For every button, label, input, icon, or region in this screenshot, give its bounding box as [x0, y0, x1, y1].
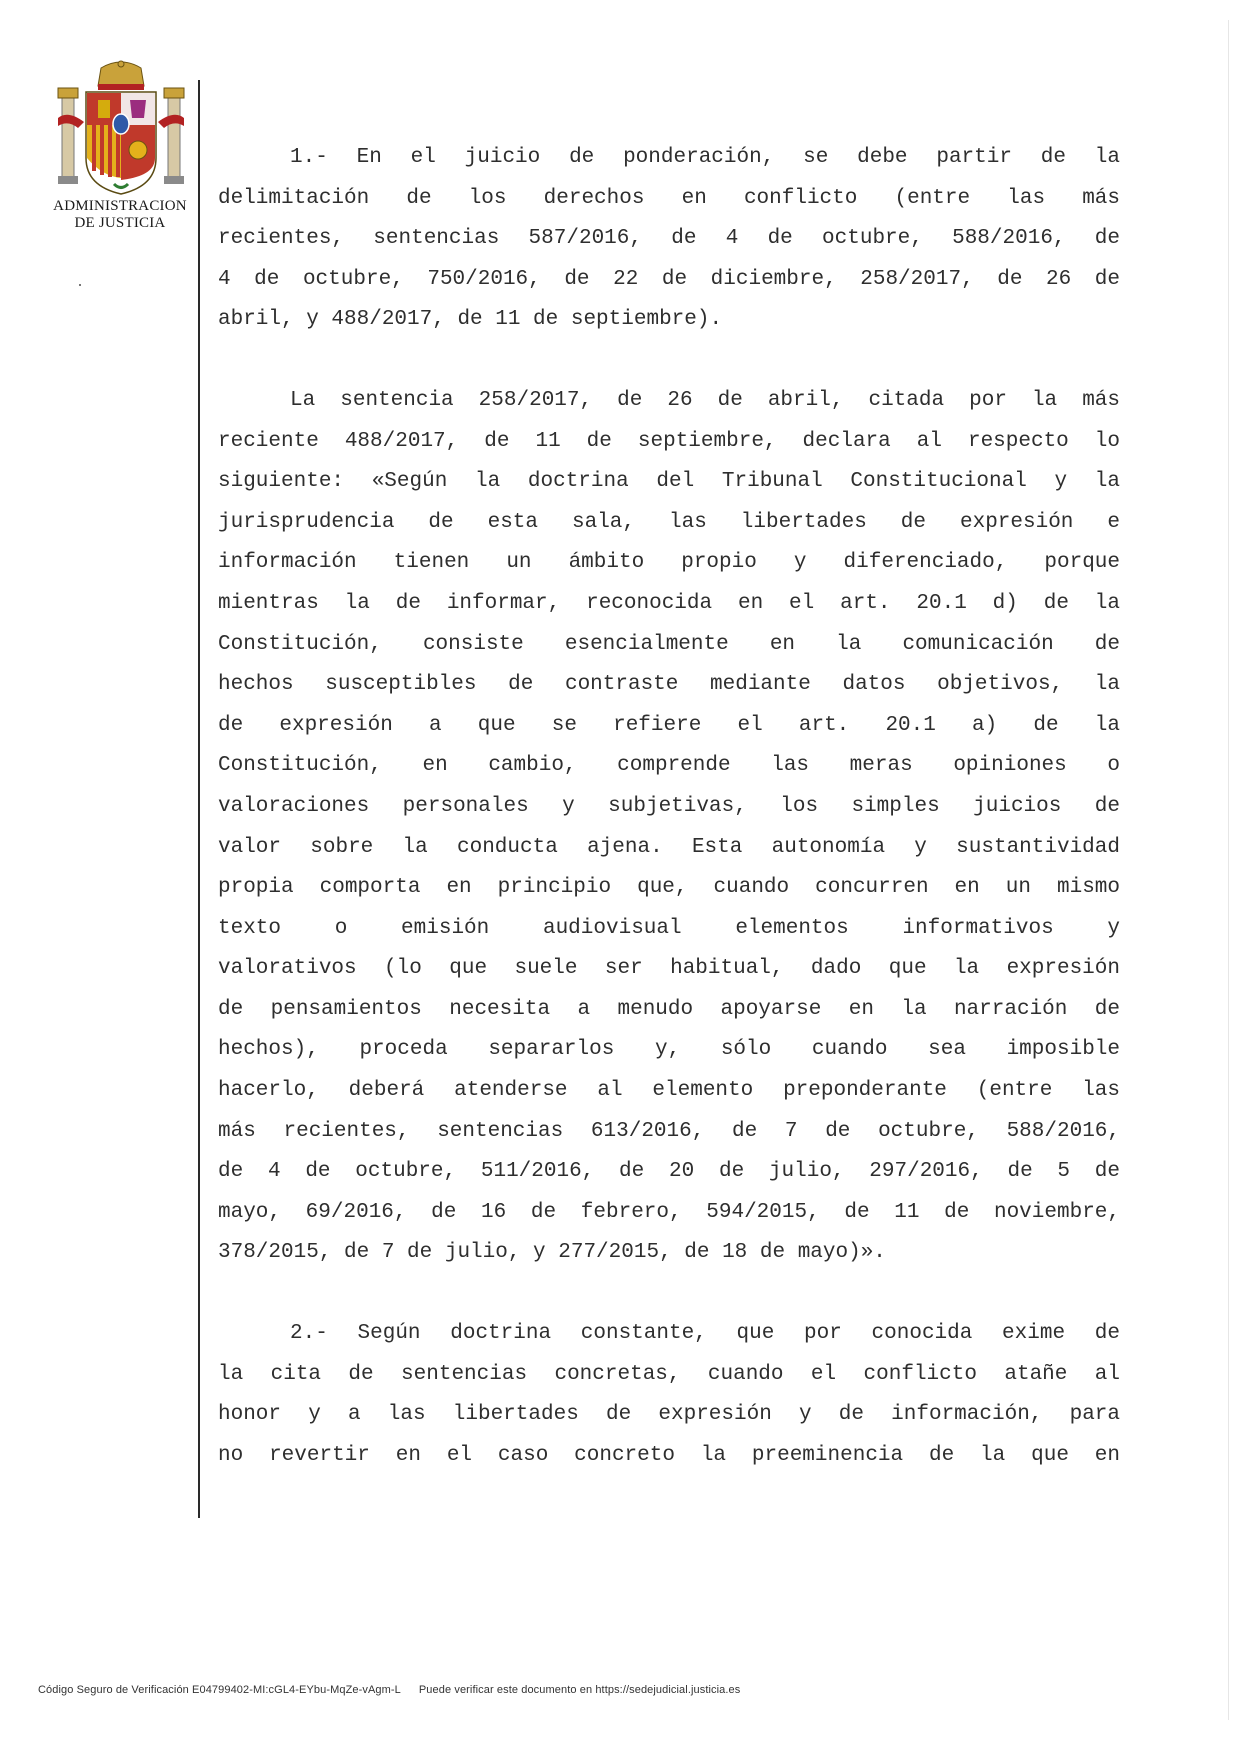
institution-line-1: ADMINISTRACION — [53, 198, 187, 214]
text-line: no revertir en el caso concreto la preeminencia de la que en — [218, 1443, 1120, 1467]
text-line: 378/2015, de 7 de julio, y 277/2015, de 18 de mayo)». — [218, 1241, 886, 1265]
text-line: de pensamientos necesita a menudo apoyarse en la narración de — [218, 997, 1120, 1021]
text-line: jurisprudencia de esta sala, las libertades de expresión e — [218, 510, 1120, 534]
text-line: 2.- Según doctrina constante, que por conocida exime de — [290, 1322, 1120, 1346]
institution-line-2: DE JUSTICIA — [74, 215, 166, 231]
paragraph-3 — [218, 1314, 1120, 1476]
paragraph-2 — [218, 381, 1120, 1274]
text-line: valoraciones personales y subjetivas, los simples juicios de — [218, 794, 1120, 818]
text-line: la cita de sentencias concretas, cuando el conflicto atañe al — [218, 1362, 1120, 1386]
text-line: siguiente: «Según la doctrina del Tribunal Constitucional y la — [218, 470, 1120, 494]
text-line: valorativos (lo que suele ser habitual, dado que la expresión — [218, 957, 1120, 981]
text-line: información tienen un ámbito propio y diferenciado, porque — [218, 551, 1120, 575]
text-line: Constitución, en cambio, comprende las meras opiniones o — [218, 754, 1120, 778]
text-line: mientras la de informar, reconocida en el art. 20.1 d) de la — [218, 591, 1120, 615]
text-line: reciente 488/2017, de 11 de septiembre, declara al respecto lo — [218, 429, 1120, 453]
text-line: mayo, 69/2016, de 16 de febrero, 594/2015, de 11 de noviembre, — [218, 1200, 1120, 1224]
institution-name — [40, 198, 200, 232]
text-line: texto o emisión audiovisual elementos informativos y — [218, 916, 1120, 940]
text-line: Constitución, consiste esencialmente en la comunicación de — [218, 632, 1120, 656]
text-line: abril, y 488/2017, de 11 de septiembre). — [218, 308, 723, 332]
text-line: valor sobre la conducta ajena. Esta autonomía y sustantividad — [218, 835, 1120, 859]
scan-speck — [79, 284, 81, 286]
text-line: de 4 de octubre, 511/2016, de 20 de julio, 297/2016, de 5 de — [218, 1160, 1120, 1184]
text-line: 1.- En el juicio de ponderación, se debe partir de la — [290, 146, 1120, 169]
page-edge — [1228, 20, 1229, 1720]
text-line: hacerlo, deberá atenderse al elemento preponderante (entre las — [218, 1079, 1120, 1103]
document-body — [218, 138, 1120, 1516]
text-line: hechos susceptibles de contraste mediante datos objetivos, la — [218, 673, 1120, 697]
text-line: de expresión a que se refiere el art. 20.1 a) de la — [218, 713, 1120, 737]
text-line: La sentencia 258/2017, de 26 de abril, citada por la más — [290, 388, 1120, 412]
text-line: propia comporta en principio que, cuando concurren en un mismo — [218, 876, 1120, 900]
spanish-coat-of-arms-icon — [56, 58, 186, 198]
text-line: delimitación de los derechos en conflicto (entre las más — [218, 186, 1120, 210]
verification-footer — [38, 1684, 740, 1696]
text-line: honor y a las libertades de expresión y de información, para — [218, 1403, 1120, 1427]
verification-url: Puede verificar este documento en https://sedejudicial.justicia.es — [418, 1684, 741, 1696]
margin-rule — [198, 80, 200, 1518]
text-line: recientes, sentencias 587/2016, de 4 de octubre, 588/2016, de — [218, 227, 1120, 251]
text-line: más recientes, sentencias 613/2016, de 7 de octubre, 588/2016, — [218, 1119, 1120, 1143]
paragraph-1 — [218, 138, 1120, 341]
verification-code: Código Seguro de Verificación E04799402-MI:cGL4-EYbu-MqZe-vAgm-L — [38, 1684, 401, 1696]
text-line: 4 de octubre, 750/2016, de 22 de diciembre, 258/2017, de 26 de — [218, 267, 1120, 291]
text-line: hechos), proceda separarlos y, sólo cuando sea imposible — [218, 1038, 1120, 1062]
